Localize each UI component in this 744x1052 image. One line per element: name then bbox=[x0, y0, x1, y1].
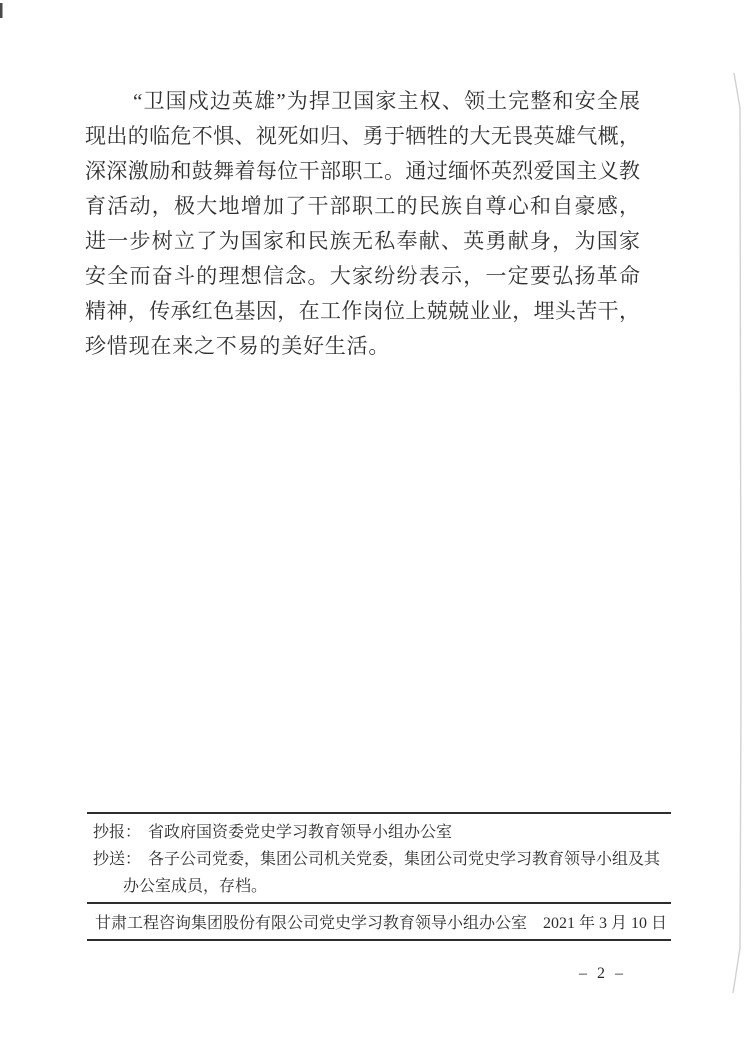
body-line: “卫国戍边英雄”为捍卫国家主权、领土完整和安全展 bbox=[133, 89, 640, 113]
scan-edge-line bbox=[733, 73, 741, 993]
body-line: 进一步树立了为国家和民族无私奉献、英勇献身，为国家 bbox=[85, 229, 640, 253]
page-number: – 2 – bbox=[579, 965, 623, 982]
copy-report-line bbox=[93, 819, 678, 846]
copy-send-value: 各子公司党委，集团公司机关党委，集团公司党史学习教育领导小组及其 bbox=[148, 851, 661, 868]
issuer-row bbox=[95, 912, 667, 936]
body-line: 精神，传承红色基因，在工作岗位上兢兢业业，埋头苦干， bbox=[85, 299, 640, 323]
copy-report-value: 省政府国资委党史学习教育领导小组办公室 bbox=[148, 824, 453, 841]
copy-report-label: 抄报： bbox=[93, 824, 142, 841]
distribution-block bbox=[93, 819, 678, 900]
issuer-name: 甘肃工程咨询集团股份有限公司党史学习教育领导小组办公室 bbox=[95, 915, 528, 932]
body-line: 育活动，极大地增加了干部职工的民族自尊心和自豪感， bbox=[85, 194, 640, 218]
separator-line-top bbox=[87, 812, 671, 814]
scan-edge-mark bbox=[0, 3, 3, 18]
issue-date: 2021 年 3 月 10 日 bbox=[542, 915, 667, 932]
copy-send-label: 抄送： bbox=[93, 851, 142, 868]
body-line: 现出的临危不惧、视死如归、勇于牺牲的大无畏英雄气概， bbox=[85, 124, 640, 148]
separator-line-middle bbox=[87, 902, 671, 904]
separator-line-bottom bbox=[87, 939, 671, 941]
body-paragraph bbox=[85, 84, 640, 364]
body-line: 深深激励和鼓舞着每位干部职工。通过缅怀英烈爱国主义教 bbox=[85, 159, 640, 183]
body-line: 珍惜现在来之不易的美好生活。 bbox=[85, 334, 391, 358]
copy-send-line bbox=[93, 846, 678, 873]
copy-send-continuation: 办公室成员，存档。 bbox=[123, 878, 268, 895]
body-line: 安全而奋斗的理想信念。大家纷纷表示，一定要弘扬革命 bbox=[85, 264, 640, 288]
